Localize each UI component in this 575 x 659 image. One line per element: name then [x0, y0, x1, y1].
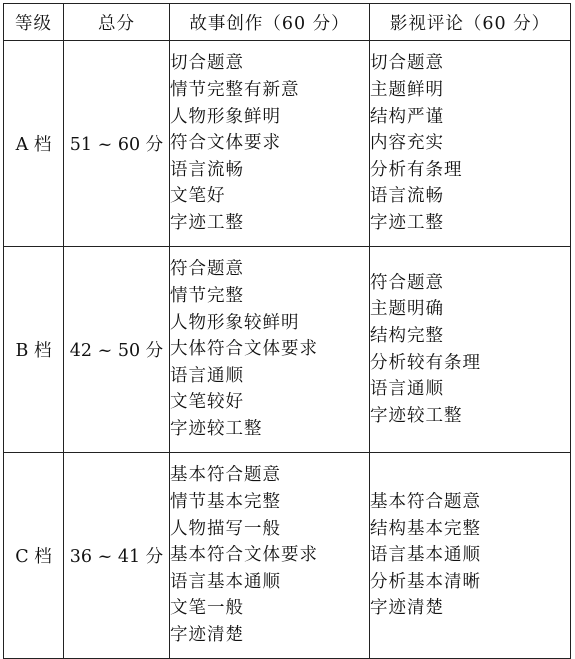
criterion: 人物形象鲜明	[170, 106, 281, 127]
row-score: 42 ~ 50 分	[64, 247, 170, 453]
table-row	[4, 41, 571, 247]
table-row	[4, 453, 571, 659]
criterion: 分析基本清晰	[370, 571, 481, 592]
criterion: 文笔一般	[170, 598, 244, 619]
criterion: 主题明确	[370, 299, 444, 320]
review-criteria	[370, 247, 571, 453]
row-level: C 档	[4, 453, 64, 659]
criterion: 字迹工整	[170, 212, 244, 233]
story-criteria	[170, 41, 370, 247]
criterion: 分析较有条理	[370, 352, 481, 373]
row-score: 51 ~ 60 分	[64, 41, 170, 247]
criterion: 符合题意	[170, 259, 244, 280]
criterion: 情节完整	[170, 286, 244, 307]
row-score: 36 ~ 41 分	[64, 453, 170, 659]
grading-table	[3, 3, 571, 659]
criterion: 分析有条理	[370, 159, 463, 180]
criterion: 字迹清楚	[170, 624, 244, 645]
criterion: 语言基本通顺	[370, 545, 481, 566]
header-score: 总分	[64, 4, 170, 41]
criterion: 人物形象较鲜明	[170, 312, 300, 333]
criterion: 文笔好	[170, 186, 226, 207]
criterion: 大体符合文体要求	[170, 339, 318, 360]
story-criteria	[170, 453, 370, 659]
criterion: 字迹较工整	[370, 405, 463, 426]
criterion: 语言通顺	[170, 365, 244, 386]
criterion: 语言基本通顺	[170, 571, 281, 592]
table-body	[4, 41, 571, 659]
header-story: 故事创作（60 分）	[170, 4, 370, 41]
criterion: 结构严谨	[370, 106, 444, 127]
criterion: 切合题意	[170, 53, 244, 74]
criterion: 基本符合文体要求	[170, 545, 318, 566]
header-review: 影视评论（60 分）	[370, 4, 571, 41]
review-criteria	[370, 41, 571, 247]
row-level: A 档	[4, 41, 64, 247]
table-header	[4, 4, 571, 41]
criterion: 文笔较好	[170, 392, 244, 413]
row-level: B 档	[4, 247, 64, 453]
criterion: 字迹工整	[370, 212, 444, 233]
header-row	[4, 4, 571, 41]
criterion: 情节完整有新意	[170, 80, 300, 101]
criterion: 语言通顺	[370, 379, 444, 400]
criterion: 结构基本完整	[370, 518, 481, 539]
header-level: 等级	[4, 4, 64, 41]
criterion: 主题鲜明	[370, 80, 444, 101]
criterion: 基本符合题意	[170, 465, 281, 486]
criterion: 字迹较工整	[170, 418, 263, 439]
criterion: 情节基本完整	[170, 492, 281, 513]
criterion: 内容充实	[370, 133, 444, 154]
criterion: 语言流畅	[370, 186, 444, 207]
criterion: 人物描写一般	[170, 518, 281, 539]
criterion: 基本符合题意	[370, 492, 481, 513]
criterion: 符合题意	[370, 272, 444, 293]
criterion: 结构完整	[370, 325, 444, 346]
criterion: 语言流畅	[170, 159, 244, 180]
criterion: 符合文体要求	[170, 133, 281, 154]
criterion: 字迹清楚	[370, 598, 444, 619]
review-criteria	[370, 453, 571, 659]
table-row	[4, 247, 571, 453]
story-criteria	[170, 247, 370, 453]
criterion: 切合题意	[370, 53, 444, 74]
